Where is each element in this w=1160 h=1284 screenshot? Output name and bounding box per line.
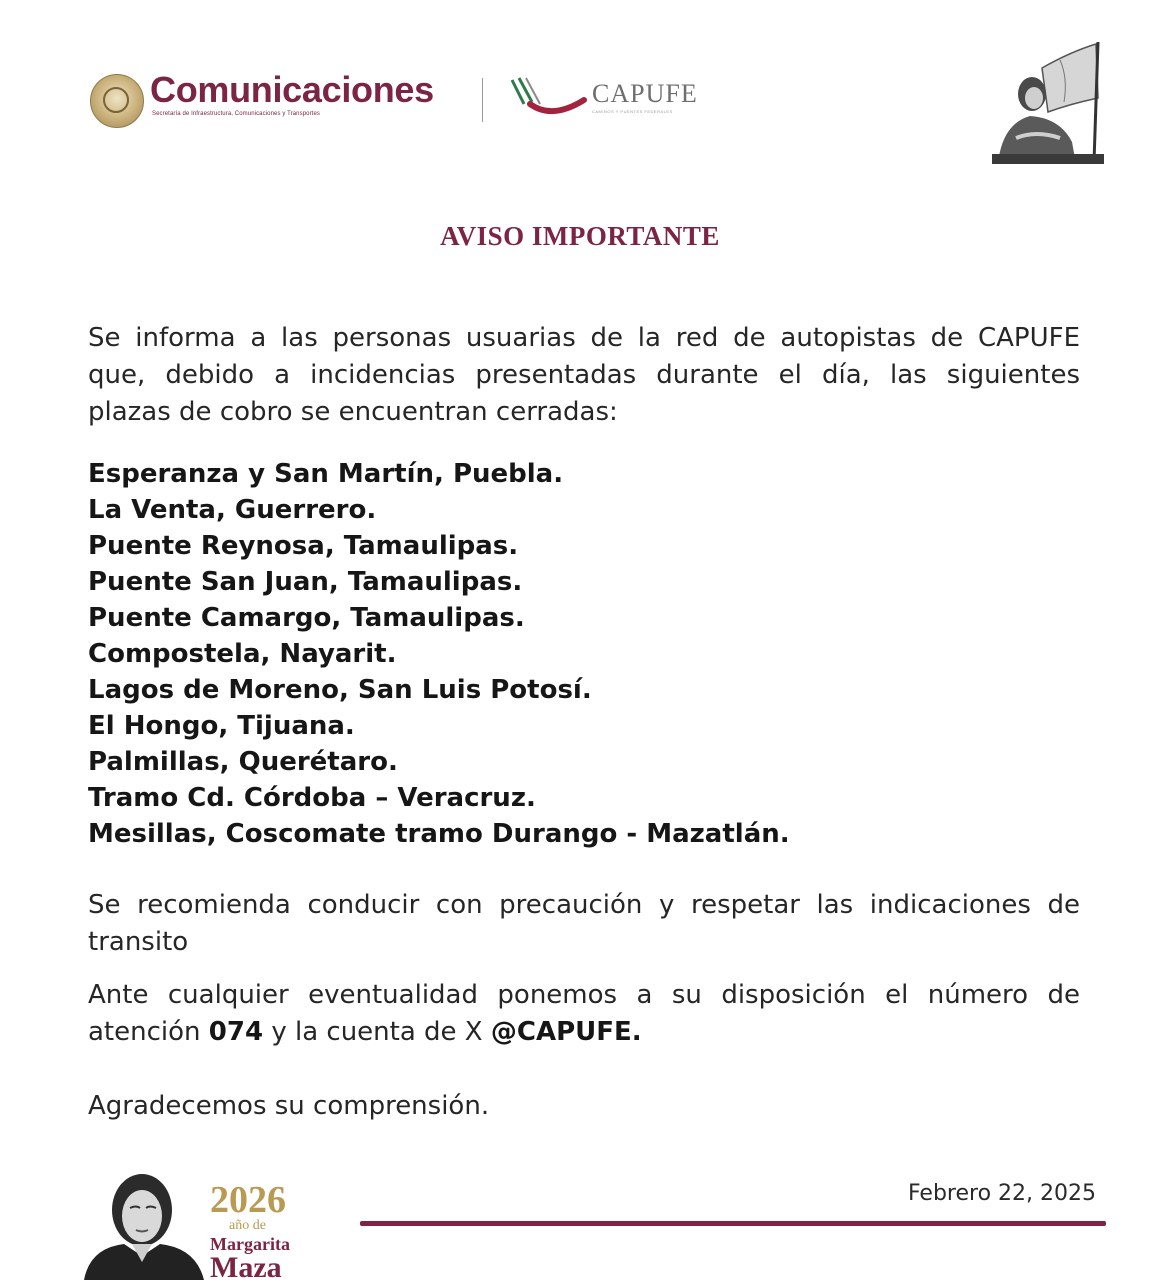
list-item: El Hongo, Tijuana. <box>88 711 355 741</box>
agency-name: Comunicaciones <box>150 69 434 110</box>
contact-line <box>88 1014 1080 1051</box>
contact-prefix: atención <box>88 1017 201 1047</box>
intro-paragraph <box>88 320 1080 431</box>
national-seal-logo <box>90 74 144 128</box>
footer-rule <box>360 1221 1106 1226</box>
contact-phone-number: 074 <box>208 1017 264 1047</box>
list-item: Palmillas, Querétaro. <box>88 747 398 777</box>
recommendation-paragraph <box>88 887 1080 961</box>
capufe-wordmark: CAPUFE <box>592 79 698 108</box>
commemorative-year: 2026 <box>210 1179 286 1221</box>
list-item: Compostela, Nayarit. <box>88 639 397 669</box>
intro-line: Se informa a las personas usuarias de la red de autopistas de CAPUFE <box>88 323 1080 353</box>
list-item: Tramo Cd. Córdoba – Veracruz. <box>88 783 536 813</box>
contact-x-account: @CAPUFE. <box>490 1017 642 1047</box>
contact-middle: y la cuenta de X <box>271 1017 483 1047</box>
list-item: Lagos de Moreno, San Luis Potosí. <box>88 675 592 705</box>
list-item: Puente Reynosa, Tamaulipas. <box>88 531 519 561</box>
list-item: Puente Camargo, Tamaulipas. <box>88 603 525 633</box>
recommendation-line: Se recomienda conducir con precaución y respetar las indicaciones de <box>88 890 1080 920</box>
list-item: La Venta, Guerrero. <box>88 495 377 525</box>
honoree-first-name: Margarita <box>210 1234 290 1254</box>
list-item: Mesillas, Coscomate tramo Durango - Mazatlán. <box>88 819 790 849</box>
contact-line: Ante cualquier eventualidad ponemos a su disposición el número de <box>88 980 1080 1010</box>
list-item: Esperanza y San Martín, Puebla. <box>88 459 564 489</box>
intro-line: plazas de cobro se encuentran cerradas: <box>88 397 618 427</box>
agency-subtitle: Secretaría de Infraestructura, Comunicaciones y Transportes <box>152 111 320 117</box>
margarita-maza-portrait <box>80 1170 210 1280</box>
notice-title: AVISO IMPORTANTE <box>440 221 720 251</box>
capufe-subtitle: CAMINOS Y PUENTES FEDERALES <box>592 109 673 114</box>
header-divider <box>482 78 483 122</box>
commemorative-label: año de <box>229 1218 266 1233</box>
closing-line: Agradecemos su comprensión. <box>88 1091 490 1121</box>
contact-paragraph <box>88 977 1080 1051</box>
capufe-logo-icon <box>510 74 590 124</box>
honoree-last-name: Maza <box>210 1251 282 1284</box>
list-item: Puente San Juan, Tamaulipas. <box>88 567 523 597</box>
heroine-flag-illustration <box>990 38 1110 164</box>
recommendation-line: transito <box>88 927 189 957</box>
intro-line: que, debido a incidencias presentadas durante el día, las siguientes <box>88 360 1080 390</box>
closed-plazas-list <box>88 456 790 852</box>
notice-date: Febrero 22, 2025 <box>907 1181 1096 1206</box>
